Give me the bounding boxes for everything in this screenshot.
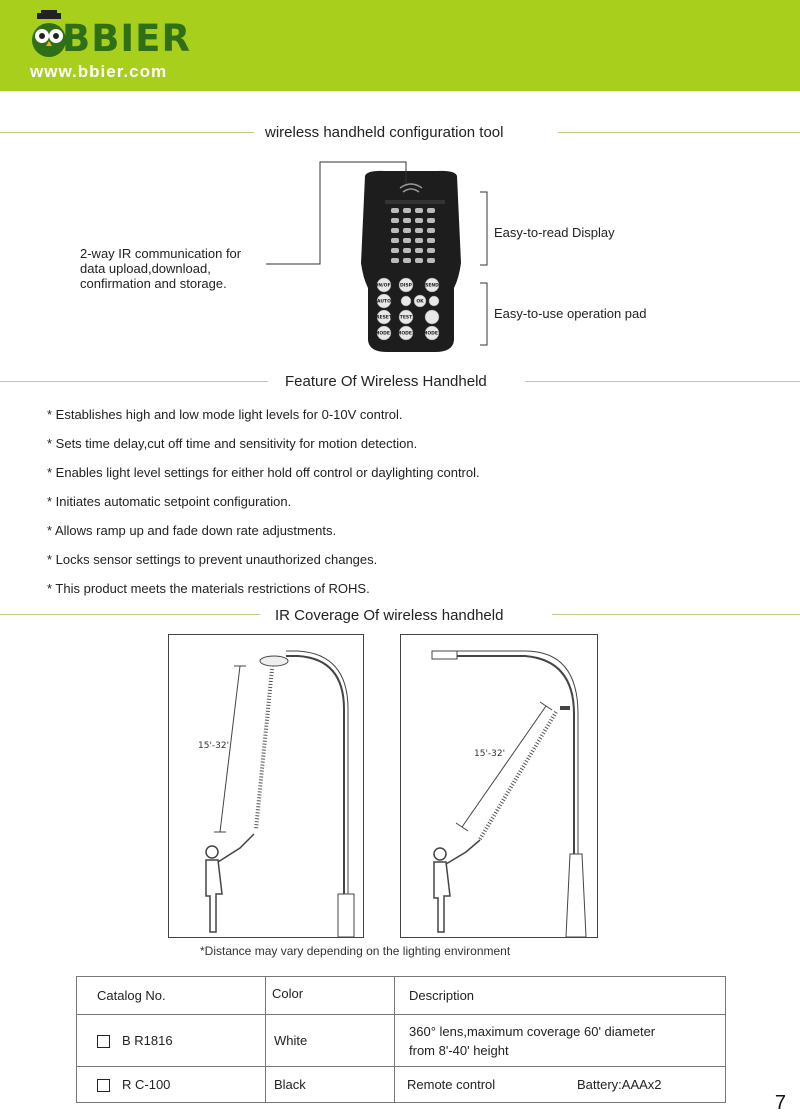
row-checkbox[interactable] bbox=[97, 1079, 110, 1092]
catalog-no-text: R C-100 bbox=[122, 1076, 171, 1092]
section-rule bbox=[552, 614, 800, 615]
section-rule bbox=[0, 381, 268, 382]
feature-item: * Allows ramp up and fade down rate adjustments. bbox=[47, 523, 337, 538]
remote-key-label: SEND bbox=[425, 283, 439, 289]
table-header-label: Color bbox=[272, 986, 304, 1001]
feature-item: * Locks sensor settings to prevent unauthorized changes. bbox=[47, 552, 378, 567]
remote-key-label: RESET bbox=[376, 315, 392, 321]
feature-item: * Sets time delay,cut off time and sensitivity for motion detection. bbox=[47, 436, 418, 451]
remote-key-label: MODE2 bbox=[396, 331, 416, 337]
callout-operation-pad: Easy-to-use operation pad bbox=[494, 306, 647, 321]
description-line: 360° lens,maximum coverage 60' diameter bbox=[409, 1023, 656, 1039]
battery-text: Battery:AAAx2 bbox=[577, 1077, 662, 1092]
feature-item: * This product meets the materials restrictions of ROHS. bbox=[47, 581, 370, 596]
table-header-cell bbox=[266, 977, 395, 1015]
section-title-tool: wireless handheld configuration tool bbox=[265, 124, 504, 141]
coverage-note: *Distance may vary depending on the lighting environment bbox=[200, 944, 511, 958]
table-row bbox=[77, 1067, 726, 1103]
catalog-no-text: B R1816 bbox=[122, 1032, 173, 1048]
row-checkbox[interactable] bbox=[97, 1035, 110, 1048]
description-text: Remote control bbox=[407, 1077, 496, 1092]
table-cell-catalog-no bbox=[77, 1067, 266, 1103]
page-number: 7 bbox=[774, 1092, 786, 1114]
table-cell-color: Black bbox=[266, 1067, 395, 1103]
distance-label-left: 15'-32' bbox=[198, 741, 230, 751]
remote-key-label: TEST bbox=[399, 315, 413, 321]
section-title-features: Feature Of Wireless Handheld bbox=[285, 373, 487, 390]
remote-key-label: ON/OFF bbox=[374, 283, 394, 289]
section-rule bbox=[558, 132, 800, 133]
brand-logo-text: BBIER bbox=[62, 17, 191, 60]
remote-key-label: OK bbox=[416, 299, 424, 305]
callout-ir-communication bbox=[80, 246, 241, 291]
callout-ir-line: data upload,download, bbox=[80, 261, 211, 276]
table-cell-description bbox=[395, 1015, 726, 1067]
table-header-cell: Catalog No. bbox=[77, 977, 266, 1015]
feature-item: * Initiates automatic setpoint configuration. bbox=[47, 494, 292, 509]
distance-label-right: 15'-32' bbox=[474, 749, 506, 759]
coverage-diagram-right bbox=[400, 634, 598, 938]
table-header-cell: Description bbox=[395, 977, 726, 1015]
section-rule bbox=[0, 132, 254, 133]
table-cell-color: White bbox=[266, 1015, 395, 1067]
remote-key-label: MODE3 bbox=[422, 331, 442, 337]
section-rule bbox=[525, 381, 800, 382]
section-title-coverage: IR Coverage Of wireless handheld bbox=[275, 607, 504, 624]
feature-item: * Establishes high and low mode light levels for 0-10V control. bbox=[47, 407, 403, 422]
table-row bbox=[77, 1015, 726, 1067]
callout-ir-line: confirmation and storage. bbox=[80, 276, 227, 291]
catalog-table bbox=[76, 976, 726, 1103]
feature-item: * Enables light level settings for either hold off control or daylighting control. bbox=[47, 465, 480, 480]
table-cell-description bbox=[395, 1067, 726, 1103]
remote-key-label: MODE1 bbox=[374, 331, 394, 337]
coverage-diagram-left bbox=[168, 634, 364, 938]
callout-ir-line: 2-way IR communication for bbox=[80, 246, 242, 261]
table-cell-catalog-no bbox=[77, 1015, 266, 1067]
remote-key-label: AUTO bbox=[377, 299, 391, 305]
description-line: from 8'-40' height bbox=[409, 1042, 509, 1058]
table-header-row bbox=[77, 977, 726, 1015]
remote-key-label: DISP bbox=[400, 283, 412, 289]
section-rule bbox=[0, 614, 260, 615]
callout-display: Easy-to-read Display bbox=[494, 225, 615, 240]
brand-url: www.bbier.com bbox=[30, 62, 168, 81]
